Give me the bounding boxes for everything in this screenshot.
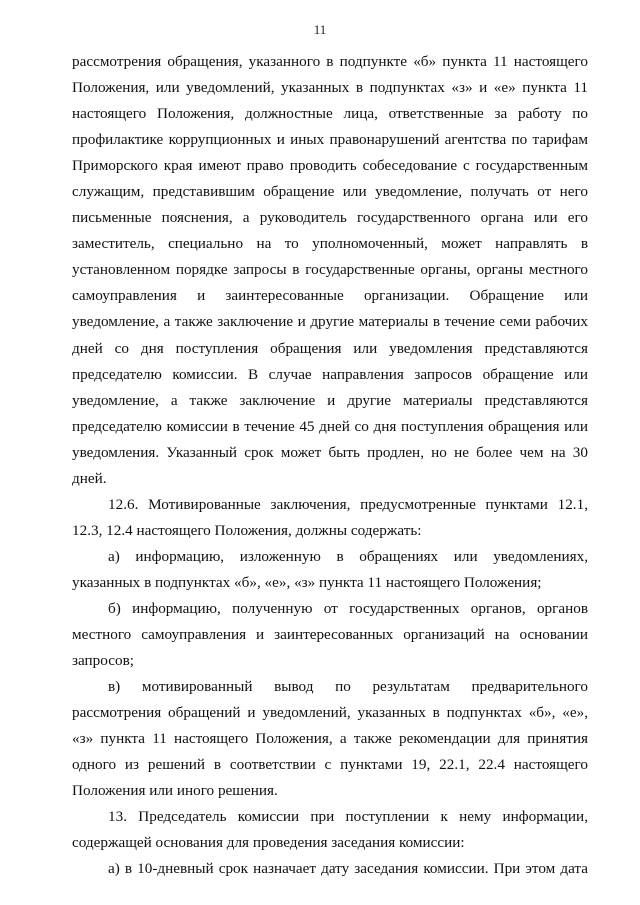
- paragraph-item-b: б) информацию, полученную от государственных органов, органов местного самоуправления и заинтересованных организаций на основании запросов;: [72, 599, 588, 670]
- paragraph-item-v: в) мотивированный вывод по результатам предварительного рассмотрения обращений и уведомлений, указанных в подпунктах «б», «е», «з» пункта 11 настоящего Положения, а также рекомендации для принятия одного из решений в соответствии с пунктами 19, 22.1, 22.4 настоящего Положения или иного решения.: [72, 678, 588, 800]
- paragraph-13: 13. Председатель комиссии при поступлении к нему информации, содержащей основания для проведения заседания комиссии:: [72, 808, 588, 852]
- paragraph-item-a: а) информацию, изложенную в обращениях или уведомлениях, указанных в подпунктах «б», «е», «з» пункта 11 настоящего Положения;: [72, 547, 588, 591]
- document-body: [72, 49, 588, 883]
- paragraph-12-6: 12.6. Мотивированные заключения, предусмотренные пунктами 12.1, 12.3, 12.4 настоящего Положения, должны содержать:: [72, 495, 588, 539]
- paragraph-continuation: рассмотрения обращения, указанного в подпункте «б» пункта 11 настоящего Положения, или уведомлений, указанных в подпунктах «з» и «е» пункта 11 настоящего Положения, должностные лица, ответственные за работу по профилактике коррупционных и иных правонарушений агентства по тарифам Приморского края имеют право проводить собеседование с государственным служащим, представившим обращение или уведомление, получать от него письменные пояснения, а руководитель государственного органа или его заместитель, специально на то уполномоченный, может направлять в установленном порядке запросы в государственные органы, органы местного самоуправления и заинтересованные организации. Обращение или уведомление, а также заключение и другие материалы в течение семи рабочих дней со дня поступления обращения или уведомления представляются председателю комиссии. В случае направления запросов обращение или уведомление, а также заключение и другие материалы представляются председателю комиссии в течение 45 дней со дня поступления обращения или уведомления. Указанный срок может быть продлен, но не более чем на 30 дней.: [72, 53, 588, 487]
- page-number: 11: [313, 22, 327, 37]
- paragraph-13-item-a: а) в 10-дневный срок назначает дату заседания комиссии. При этом дата: [108, 860, 588, 878]
